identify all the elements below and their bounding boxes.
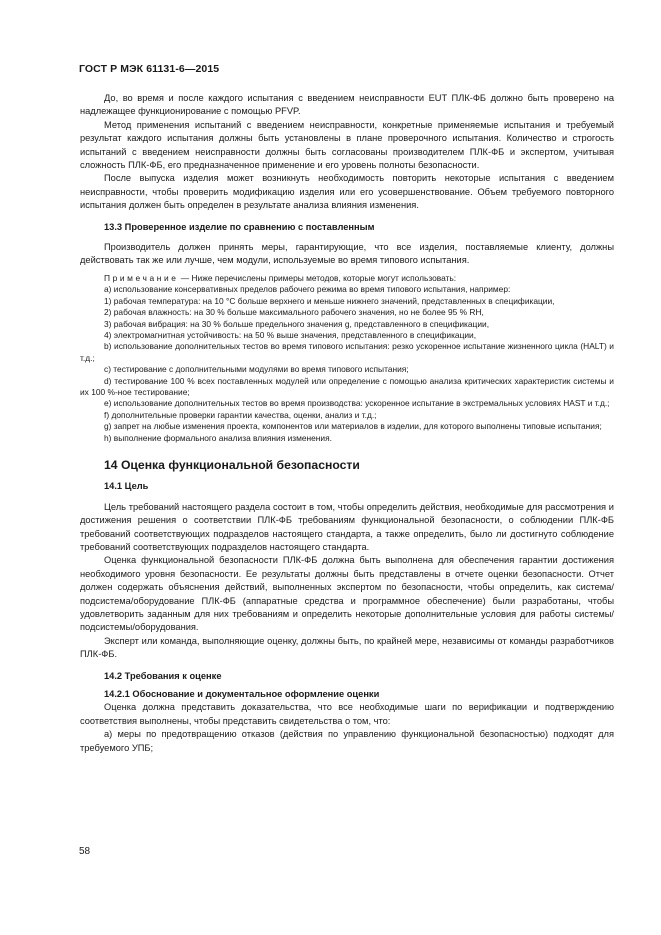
section-13-3-heading: 13.3 Проверенное изделие по сравнению с поставленным: [104, 221, 375, 232]
intro-paragraph: До, во время и после каждого испытания с введением неисправности EUT ПЛК-ФБ должно быть проверено на надлежащее функционирование с помощью PFVP.: [80, 93, 614, 117]
document-body: [80, 92, 614, 755]
note-item: g) запрет на любые изменения проекта, компонентов или материалов в изделии, для которого выполнены типовые испытания;: [104, 421, 602, 432]
section-14-2-1-paragraph: а) меры по предотвращению отказов (действия по управлению функциональной безопасностью) подходят для требуемого УПБ;: [80, 729, 614, 753]
note-item: а) использование консервативных пределов рабочего режима во время типового испытания, например:: [104, 284, 511, 295]
note-item: 2) рабочая влажность: на 30 % больше максимального рабочего значения, но не более 95 % RH,: [104, 307, 484, 318]
note-item: d) тестирование 100 % всех поставленных модулей или определение с помощью анализа критических характеристик системы и их 100 %-ное тестирование;: [80, 375, 614, 397]
section-14-2-1-heading: 14.2.1 Обоснование и документальное оформление оценки: [104, 689, 380, 700]
note-item: h) выполнение формального анализа влияния изменения.: [104, 432, 332, 443]
intro-paragraph: Метод применения испытаний с введением неисправности, конкретные применяемые испытания и требуемый результат каждого испытания должны быть установлены в плане проверочного испытания. Количество и строгость испытаний с введением неисправности должны быть согласованы производителем ПЛК-ФБ и экспертом, учитывая сложность ПЛК-ФБ, его предназначенное применение и его уровень полноты безопасности.: [80, 119, 614, 171]
section-14-2-heading: 14.2 Требования к оценке: [104, 670, 222, 681]
note-item: 4) электромагнитная устойчивость: на 50 % выше значения, представленного в спецификации,: [104, 329, 477, 340]
note-label: Примечание: [104, 272, 179, 283]
note-lead-text: — Ниже перечислены примеры методов, которые могут использовать:: [178, 272, 457, 283]
note-item: f) дополнительные проверки гарантии качества, оценки, анализ и т.д.;: [104, 409, 377, 420]
note-item: 1) рабочая температура: на 10 °С больше верхнего и меньше нижнего значений, представленных в спецификации,: [104, 295, 555, 306]
section-14-1-heading: 14.1 Цель: [104, 481, 149, 492]
intro-paragraph: После выпуска изделия может возникнуть необходимость повторить некоторые испытания с введением неисправности, чтобы проверить модификацию изделия или его усовершенствование. Объем требуемого повторного испытания должен быть определен в результате анализа влияния изменения.: [80, 173, 614, 211]
section-14-1-paragraph: Эксперт или команда, выполняющие оценку, должны быть, по крайней мере, независимы от команды разработчиков ПЛК-ФБ.: [80, 635, 614, 660]
note-lead: [80, 273, 614, 284]
note-item: b) использование дополнительных тестов во время типового испытания: резко ускоренное испытание жизненного цикла (HALT) и т.д.;: [80, 341, 614, 363]
page-number: 58: [79, 846, 91, 857]
note-item: e) использование дополнительных тестов во время производства: ускоренное испытание в экстремальных условиях HAST и т.д.;: [104, 398, 610, 409]
section-14-1-paragraph: Оценка функциональной безопасности ПЛК-ФБ должна быть выполнена для обеспечения гарантии достижения необходимого уровня безопасности. Ее результаты должны быть представлены в отчете оценки безопасности. Отчет должен содержать объяснения действий, выполненных экспертом по безопасности, чтобы определить, как система/подсистема/оборудование ПЛК-ФБ (аппаратные средства и программное обеспечение) были разработаны, чтобы удовлетворить заданным для них требованиям и определить некоторые дополнительные условия для работы системы/подсистемы/оборудования.: [80, 555, 614, 633]
note-item: c) тестирование с дополнительными модулями во время типового испытания;: [104, 364, 409, 375]
section-13-3-paragraph: Производитель должен принять меры, гарантирующие, что все изделия, поставляемые клиенту, должны действовать так же или лучше, чем модули, используемые во время типового испытания.: [80, 242, 614, 266]
note-block: [80, 273, 614, 444]
section-14-1-paragraph: Цель требований настоящего раздела состоит в том, чтобы определить действия, необходимые для рассмотрения и достижения решения о соответствии ПЛК-ФБ требованиям функциональной безопасности, о соблюдении ПЛК-ФБ требований соответствующих подразделов настоящего стандарта, а также определить, было ли достигнуто соблюдение требований соответствующих подразделов настоящего стандарта.: [80, 501, 614, 552]
section-14-2-1-paragraph: Оценка должна представить доказательства, что все необходимые шаги по верификации и подтверждению соответствия выполнены, чтобы представить свидетельства о том, что:: [80, 702, 614, 726]
document-header: ГОСТ Р МЭК 61131-6—2015: [79, 63, 220, 75]
note-item: 3) рабочая вибрация: на 30 % больше предельного значения g, представленного в спецификации,: [104, 318, 490, 329]
section-14-heading: 14 Оценка функциональной безопасности: [104, 457, 360, 472]
